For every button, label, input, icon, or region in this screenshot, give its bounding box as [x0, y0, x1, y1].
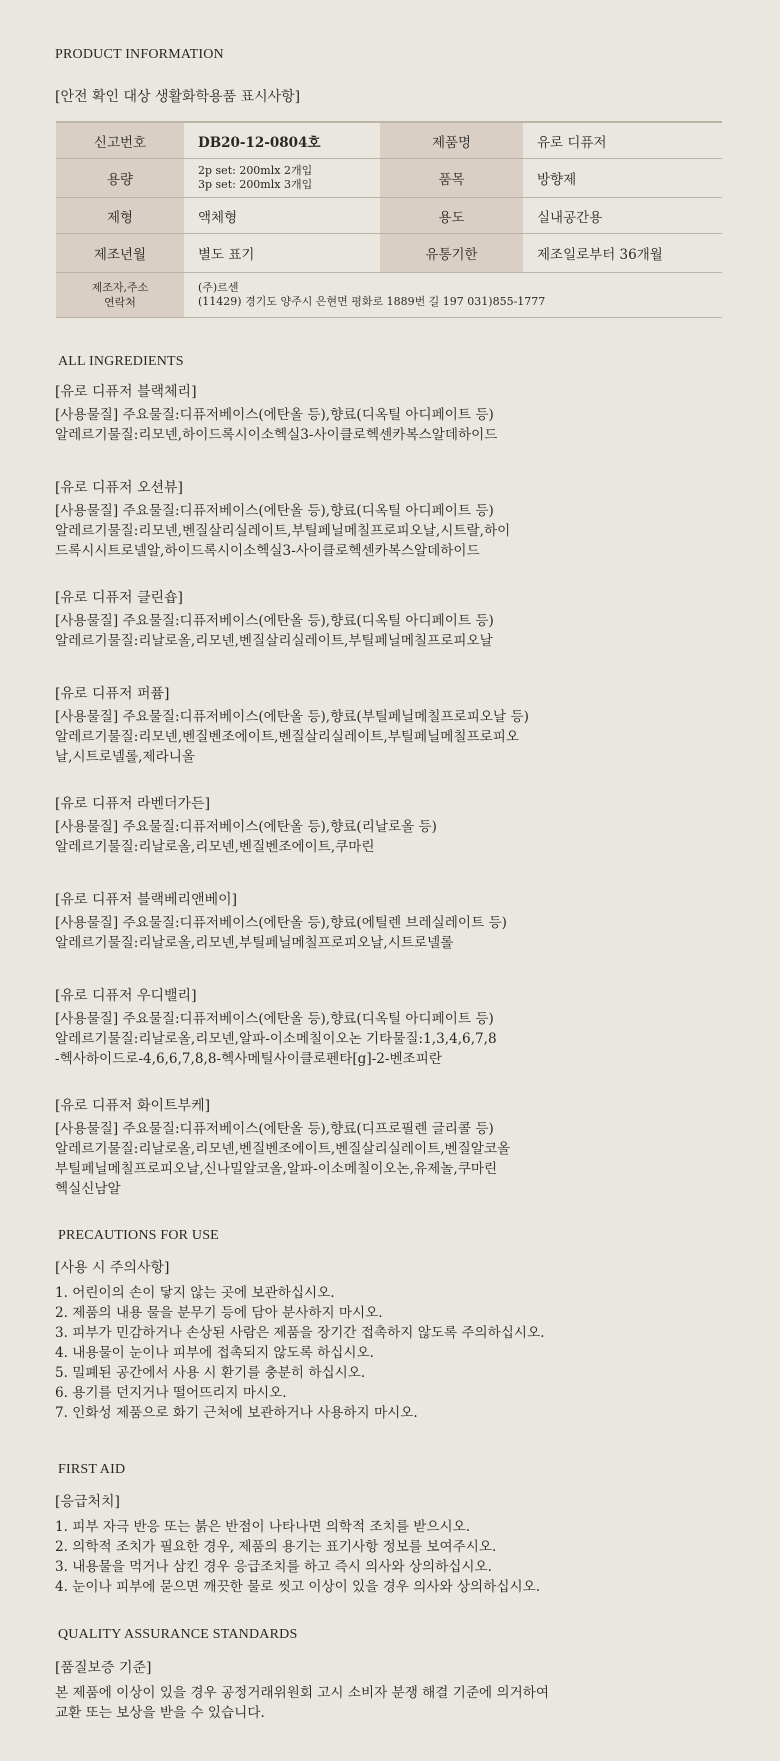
ingredient-detail: [55, 405, 497, 445]
spec-label: 제품명: [380, 123, 523, 159]
spec-row-report-number: [56, 123, 722, 159]
ingredient-line: 알레르기물질:리날로올,리모넨,부틸페닐메칠프로피오날,시트로넬롤: [55, 935, 454, 951]
spec-row-capacity: [56, 159, 722, 198]
ingredient-line: 알레르기물질:리모넨,벤질살리실레이트,부틸페닐메칠프로피오날,시트랄,하이: [55, 523, 511, 539]
ingredient-line: 알레르기물질:리날로올,리모넨,알파-이소메칠이오논 기타물질:1,3,4,6,7,8: [55, 1031, 497, 1047]
precautions-list: [55, 1283, 545, 1423]
ingredient-name: [유로 디퓨저 블랙체리]: [55, 384, 197, 400]
ingredient-line: [사용물질] 주요물질:디퓨저베이스(에탄올 등),향료(부틸페닐메칠프로피오날 등): [55, 709, 529, 725]
spec-value: 방향제: [523, 159, 722, 198]
quality-subheading: [품질보증 기준]: [55, 1660, 152, 1676]
quality-text: [55, 1683, 549, 1723]
ingredient-name: [유로 디퓨저 블랙베리앤베이]: [55, 892, 238, 908]
manufacturer-label-line: 제조자,주소: [91, 281, 149, 294]
spec-row-form: [56, 198, 722, 234]
ingredient-line: [사용물질] 주요물질:디퓨저베이스(에탄올 등),향료(디옥틸 아디페이트 등): [55, 503, 494, 519]
spec-label: [56, 273, 184, 318]
ingredient-detail: [55, 913, 507, 953]
ingredient-line: -헥사하이드로-4,6,6,7,8,8-헥사메틸사이클로펜타[g]-2-벤조피란: [55, 1051, 443, 1067]
ingredient-detail: [55, 1119, 510, 1199]
ingredient-detail: [55, 611, 494, 651]
ingredient-line: 부틸페닐메칠프로피오날,신나밀알코올,알파-이소메칠이오논,유제놀,쿠마린: [55, 1161, 498, 1177]
ingredient-line: 드록시시트로넬알,하이드록시이소헥실3-사이클로헥센카복스알데하이드: [55, 543, 480, 559]
manufacturer-label-line: 연락처: [104, 296, 136, 309]
first-aid-subheading: [응급처치]: [55, 1494, 121, 1510]
spec-label: 품목: [380, 159, 523, 198]
precautions-subheading: [사용 시 주의사항]: [55, 1260, 170, 1276]
ingredient-line: [사용물질] 주요물질:디퓨저베이스(에탄올 등),향료(디옥틸 아디페이트 등): [55, 613, 494, 629]
precaution-item: 6. 용기를 던지거나 떨어뜨리지 마시오.: [55, 1385, 287, 1401]
spec-value: 액체형: [184, 198, 380, 234]
spec-label: 유통기한: [380, 234, 523, 273]
capacity-line: 2p set: 200mlx 2개입: [198, 164, 313, 177]
ingredient-detail: [55, 707, 529, 767]
precaution-item: 1. 어린이의 손이 닿지 않는 곳에 보관하십시오.: [55, 1285, 335, 1301]
precaution-item: 7. 인화성 제품으로 화기 근처에 보관하거나 사용하지 마시오.: [55, 1405, 418, 1421]
precaution-item: 4. 내용물이 눈이나 피부에 접촉되지 않도록 하십시오.: [55, 1345, 374, 1361]
ingredient-line: 헥실신남알: [55, 1181, 121, 1197]
precaution-item: 5. 밀폐된 공간에서 사용 시 환기를 충분히 하십시오.: [55, 1365, 366, 1381]
precaution-item: 2. 제품의 내용 물을 분무기 등에 담아 분사하지 마시오.: [55, 1305, 383, 1321]
spec-value: [184, 159, 380, 198]
first-aid-item: 4. 눈이나 피부에 묻으면 깨끗한 물로 씻고 이상이 있을 경우 의사와 상의하십시오.: [55, 1579, 541, 1595]
ingredient-name: [유로 디퓨저 오션뷰]: [55, 480, 184, 496]
ingredient-line: [사용물질] 주요물질:디퓨저베이스(에탄올 등),향료(에틸렌 브레실레이트 등): [55, 915, 507, 931]
ingredient-line: [사용물질] 주요물질:디퓨저베이스(에탄올 등),향료(디옥틸 아디페이트 등): [55, 407, 494, 423]
ingredient-name: [유로 디퓨저 라벤더가든]: [55, 796, 211, 812]
first-aid-item: 3. 내용물을 먹거나 삼킨 경우 응급조치를 하고 즉시 의사와 상의하십시오.: [55, 1559, 492, 1575]
spec-value: 유로 디퓨저: [523, 123, 722, 159]
ingredient-line: 알레르기물질:리모넨,벤질벤조에이트,벤질살리실레이트,부틸페닐메칠프로피오: [55, 729, 520, 745]
ingredient-line: [사용물질] 주요물질:디퓨저베이스(에탄올 등),향료(디옥틸 아디페이트 등): [55, 1011, 494, 1027]
ingredient-line: 알레르기물질:리모넨,하이드록시이소헥실3-사이클로헥센카복스알데하이드: [55, 427, 498, 443]
quality-line: 교환 또는 보상을 받을 수 있습니다.: [55, 1705, 265, 1721]
spec-label: 제조년월: [56, 234, 184, 273]
spec-label: 제형: [56, 198, 184, 234]
first-aid-list: [55, 1517, 540, 1597]
first-aid-item: 2. 의학적 조치가 필요한 경우, 제품의 용기는 표기사항 정보를 보여주시오.: [55, 1539, 497, 1555]
quality-line: 본 제품에 이상이 있을 경우 공정거래위원회 고시 소비자 분쟁 해결 기준에 의거하여: [55, 1685, 550, 1701]
ingredient-line: [사용물질] 주요물질:디퓨저베이스(에탄올 등),향료(디프로필렌 글리콜 등): [55, 1121, 494, 1137]
ingredient-line: 날,시트로넬롤,제라니올: [55, 749, 195, 765]
spec-value: [184, 273, 722, 318]
first-aid-item: 1. 피부 자극 반응 또는 붉은 반점이 나타나면 의학적 조치를 받으시오.: [55, 1519, 471, 1535]
quality-heading: QUALITY ASSURANCE STANDARDS: [58, 1627, 298, 1642]
product-info-subheading: [안전 확인 대상 생활화학용품 표시사항]: [55, 89, 301, 105]
spec-value: DB20-12-0804호: [184, 123, 380, 159]
spec-value: 별도 표기: [184, 234, 380, 273]
ingredient-name: [유로 디퓨저 화이트부케]: [55, 1098, 211, 1114]
precaution-item: 3. 피부가 민감하거나 손상된 사람은 제품을 장기간 접촉하지 않도록 주의하십시오.: [55, 1325, 545, 1341]
spec-label: 용량: [56, 159, 184, 198]
ingredient-detail: [55, 501, 510, 561]
ingredient-name: [유로 디퓨저 클린숍]: [55, 590, 184, 606]
ingredient-detail: [55, 817, 437, 857]
manufacturer-address: (11429) 경기도 양주시 은현면 평화로 1889번 길 197 031)855-1777: [198, 295, 546, 308]
ingredient-detail: [55, 1009, 497, 1069]
product-info-heading: PRODUCT INFORMATION: [55, 47, 224, 62]
ingredient-line: 알레르기물질:리날로올,리모넨,벤질벤조에이트,쿠마린: [55, 839, 375, 855]
capacity-line: 3p set: 200mlx 3개입: [198, 178, 313, 191]
spec-row-manufacture-date: [56, 234, 722, 273]
spec-value: 제조일로부터 36개월: [523, 234, 722, 273]
ingredient-name: [유로 디퓨저 퍼퓸]: [55, 686, 170, 702]
spec-row-manufacturer: [56, 273, 722, 318]
manufacturer-name: (주)르센: [198, 281, 239, 294]
ingredient-line: [사용물질] 주요물질:디퓨저베이스(에탄올 등),향료(리날로올 등): [55, 819, 437, 835]
ingredient-line: 알레르기물질:리날로올,리모넨,벤질살리실레이트,부틸페닐메칠프로피오날: [55, 633, 493, 649]
product-spec-table: [56, 122, 722, 318]
spec-value: 실내공간용: [523, 198, 722, 234]
spec-label: 신고번호: [56, 123, 184, 159]
spec-label: 용도: [380, 198, 523, 234]
precautions-heading: PRECAUTIONS FOR USE: [58, 1228, 219, 1243]
ingredients-heading: ALL INGREDIENTS: [58, 354, 184, 369]
first-aid-heading: FIRST AID: [58, 1462, 126, 1477]
ingredient-name: [유로 디퓨저 우디밸리]: [55, 988, 197, 1004]
ingredient-line: 알레르기물질:리날로올,리모넨,벤질벤조에이트,벤질살리실레이트,벤질알코올: [55, 1141, 511, 1157]
